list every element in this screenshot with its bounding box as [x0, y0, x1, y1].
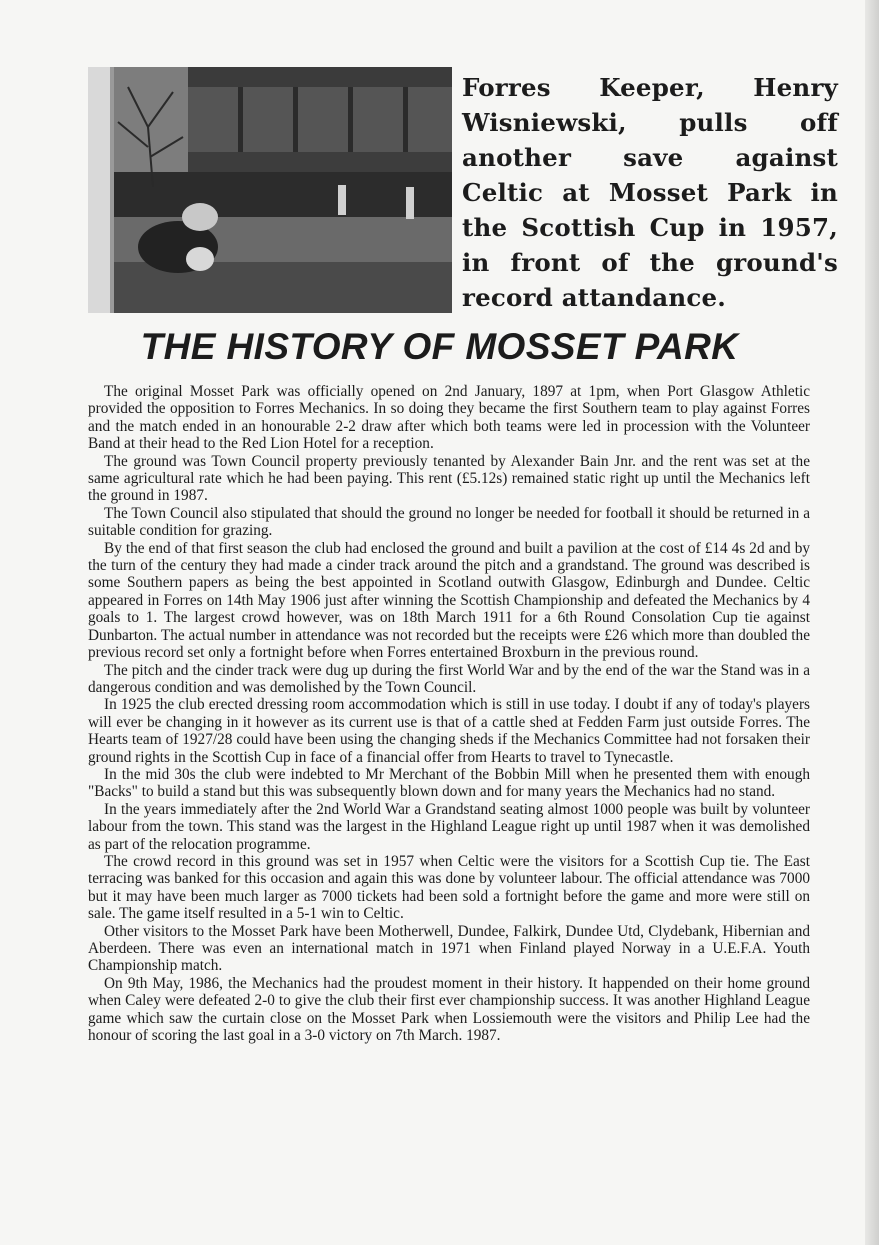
- paragraph: The original Mosset Park was officially opened on 2nd January, 1897 at 1pm, when Port Glasgow Athletic provided the opposition to Forres Mechanics. In so doing they became the first Southern team to play against Forres and the match ended in an honourable 2-2 draw after which both teams were led in procession with the Volunteer Band at their head to the Red Lion Hotel for a reception.: [88, 383, 810, 453]
- page-title: THE HISTORY OF MOSSET PARK: [140, 326, 739, 367]
- match-photo: [88, 67, 452, 313]
- paragraph: Other visitors to the Mosset Park have been Motherwell, Dundee, Falkirk, Dundee Utd, Clydebank, Hibernian and Aberdeen. There was even an international match in 1971 when Finland played Norway in a U.E.F.A. Youth Championship match.: [88, 922, 810, 975]
- paragraph: In the years immediately after the 2nd World War a Grandstand seating almost 1000 people was built by volunteer labour from the town. This stand was the largest in the Highland League right up until 1987 when it was demolished as part of the relocation programme.: [88, 800, 810, 853]
- article-body: [88, 383, 810, 1044]
- paragraph: In the mid 30s the club were indebted to Mr Merchant of the Bobbin Mill when he presented them with enough "Backs" to build a stand but this was subsequently blown down and for many years the Mechanics had no stand.: [88, 765, 810, 801]
- paragraph: The pitch and the cinder track were dug up during the first World War and by the end of the war the Stand was in a dangerous condition and was demolished by the Town Council.: [88, 661, 810, 696]
- paragraph: The Town Council also stipulated that should the ground no longer be needed for football it should be returned in a suitable condition for grazing.: [88, 504, 810, 540]
- paragraph: The crowd record in this ground was set in 1957 when Celtic were the visitors for a Scottish Cup tie. The East terracing was banked for this occasion and again this was done by volunteer labour. The official attendance was 7000 but it may have been much larger as 7000 tickets had been sold a fortnight before the game and more were still on sale. The game itself resulted in a 5-1 win to Celtic.: [88, 852, 810, 923]
- paragraph: By the end of that first season the club had enclosed the ground and built a pavilion at the cost of £14 4s 2d and by the turn of the century they had made a cinder track around the pitch and a grandstand. The ground was described is some Southern papers as being the best appointed in Scotland outwith Glasgow, Edinburgh and Dundee. Celtic appeared in Forres on 14th May 1906 just after winning the Scottish Championship and defeated the Mechanics by 4 goals to 1. The largest crowd however, was on 18th March 1911 for a 6th Round Consolation Cup tie against Dunbarton. The actual number in attendance was not recorded but the receipts were £26 which more than doubled the previous record set only a fortnight before when Forres entertained Broxburn in the previous round.: [88, 539, 810, 662]
- paragraph: The ground was Town Council property previously tenanted by Alexander Bain Jnr. and the rent was set at the same agricultural rate which he had been paying. This rent (£5.12s) remained static right up until the Mechanics left the ground in 1987.: [88, 452, 810, 505]
- photo-caption: Forres Keeper, Henry Wisniewski, pulls off another save against Celtic at Mosset Park in the Scottish Cup in 1957, in front of the ground's record attandance.: [462, 73, 838, 312]
- page-edge: [865, 0, 879, 1245]
- photo-image: [88, 67, 452, 313]
- paragraph: In 1925 the club erected dressing room accommodation which is still in use today. I doubt if any of today's players will ever be changing in it however as its current use is that of a cattle shed at Fedden Farm just outside Forres. The Hearts team of 1927/28 could have been using the changing sheds if the Mechanics Committee had not forsaken their ground rights in the Scottish Cup in face of a financial offer from Hearts to travel to Tynecastle.: [88, 696, 810, 766]
- paragraph: On 9th May, 1986, the Mechanics had the proudest moment in their history. It happended on their home ground when Caley were defeated 2-0 to give the club their first ever championship success. It was another Highland League game which saw the curtain close on the Mosset Park when Lossiemouth were the visitors and Philip Lee had the honour of scoring the last goal in a 3-0 victory on 7th March. 1987.: [88, 974, 810, 1045]
